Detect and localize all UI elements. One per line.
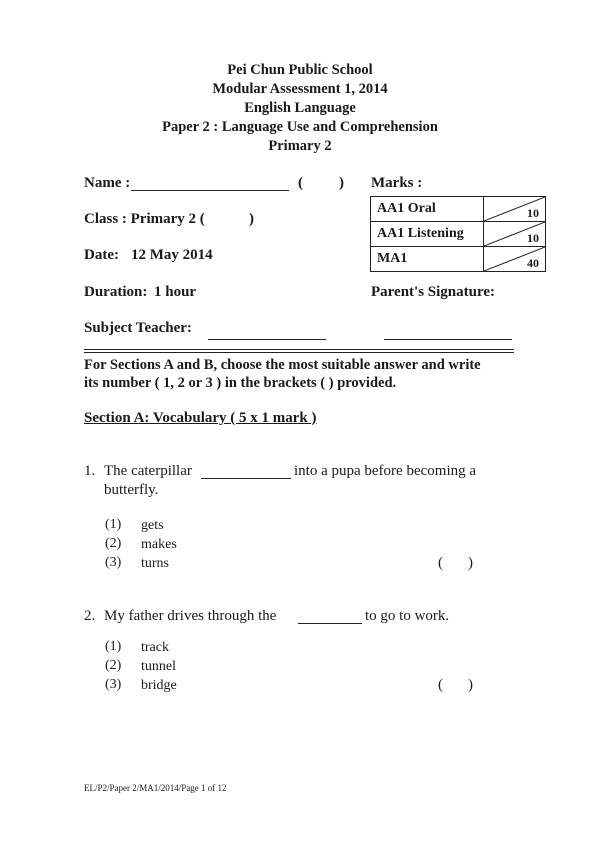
teacher-line[interactable] [208, 339, 326, 340]
marks-score-cell[interactable] [484, 197, 546, 222]
marks-row-label: AA1 Listening [371, 222, 484, 247]
question-text-line2: butterfly. [104, 482, 159, 498]
date-value: 12 May 2014 [131, 247, 213, 263]
paper-title: Paper 2 : Language Use and Comprehension [162, 119, 438, 135]
date-label: Date: [84, 247, 119, 263]
duration-label: Duration: [84, 284, 148, 300]
question-number: 1. [84, 463, 96, 479]
divider-bottom [84, 352, 514, 353]
instructions-line1: For Sections A and B, choose the most suitable answer and write [84, 357, 481, 373]
marks-total: 10 [527, 206, 539, 220]
marks-score-cell[interactable] [484, 222, 546, 247]
subject-title: English Language [244, 100, 356, 116]
option-number: (3) [105, 677, 122, 692]
marks-row [371, 197, 546, 222]
option-text[interactable]: bridge [141, 678, 177, 693]
answer-bracket-open[interactable]: ( [438, 555, 443, 571]
option-text[interactable]: gets [141, 518, 164, 533]
marks-row [371, 247, 546, 272]
duration-value: 1 hour [154, 284, 197, 300]
marks-row-label: AA1 Oral [371, 197, 484, 222]
marks-total: 10 [527, 231, 539, 245]
question-text-before: The caterpillar [104, 463, 192, 479]
option-number: (1) [105, 517, 122, 532]
option-number: (2) [105, 536, 122, 551]
option-number: (2) [105, 658, 122, 673]
marks-total: 40 [527, 256, 539, 270]
option-text[interactable]: turns [141, 556, 169, 571]
parent-signature-line[interactable] [384, 339, 512, 340]
option-text[interactable]: tunnel [141, 659, 176, 674]
question-number: 2. [84, 608, 96, 624]
question-text-before: My father drives through the [104, 608, 277, 624]
level-title: Primary 2 [268, 138, 332, 154]
marks-score-cell[interactable] [484, 247, 546, 272]
answer-bracket-close[interactable]: ) [468, 677, 473, 693]
question-text-after: into a pupa before becoming a [294, 463, 477, 479]
question-blank[interactable] [298, 623, 362, 624]
name-line[interactable] [131, 190, 289, 191]
marks-row [371, 222, 546, 247]
option-text[interactable]: track [141, 640, 169, 655]
page-footer: EL/P2/Paper 2/MA1/2014/Page 1 of 12 [84, 783, 227, 793]
class-label: Class : Primary 2 ( [84, 211, 205, 227]
option-number: (3) [105, 555, 122, 570]
divider-top [84, 349, 514, 350]
section-a-title: Section A: Vocabulary ( 5 x 1 mark ) [84, 410, 317, 426]
class-paren-close: ) [249, 211, 254, 227]
name-paren-close: ) [339, 175, 344, 191]
name-paren-open: ( [298, 175, 303, 191]
parent-signature-label: Parent's Signature: [371, 284, 496, 300]
question-text-after: to go to work. [365, 608, 450, 624]
marks-row-label: MA1 [371, 247, 484, 272]
name-label: Name : [84, 175, 131, 191]
school-name: Pei Chun Public School [227, 62, 373, 78]
question-blank[interactable] [201, 478, 291, 479]
answer-bracket-close[interactable]: ) [468, 555, 473, 571]
option-text[interactable]: makes [141, 537, 177, 552]
marks-label: Marks : [371, 175, 423, 191]
marks-table [370, 196, 546, 272]
instructions-line2: its number ( 1, 2 or 3 ) in the brackets ( ) provided. [84, 375, 397, 391]
teacher-label: Subject Teacher: [84, 320, 192, 336]
assessment-title: Modular Assessment 1, 2014 [212, 81, 388, 97]
option-number: (1) [105, 639, 122, 654]
answer-bracket-open[interactable]: ( [438, 677, 443, 693]
